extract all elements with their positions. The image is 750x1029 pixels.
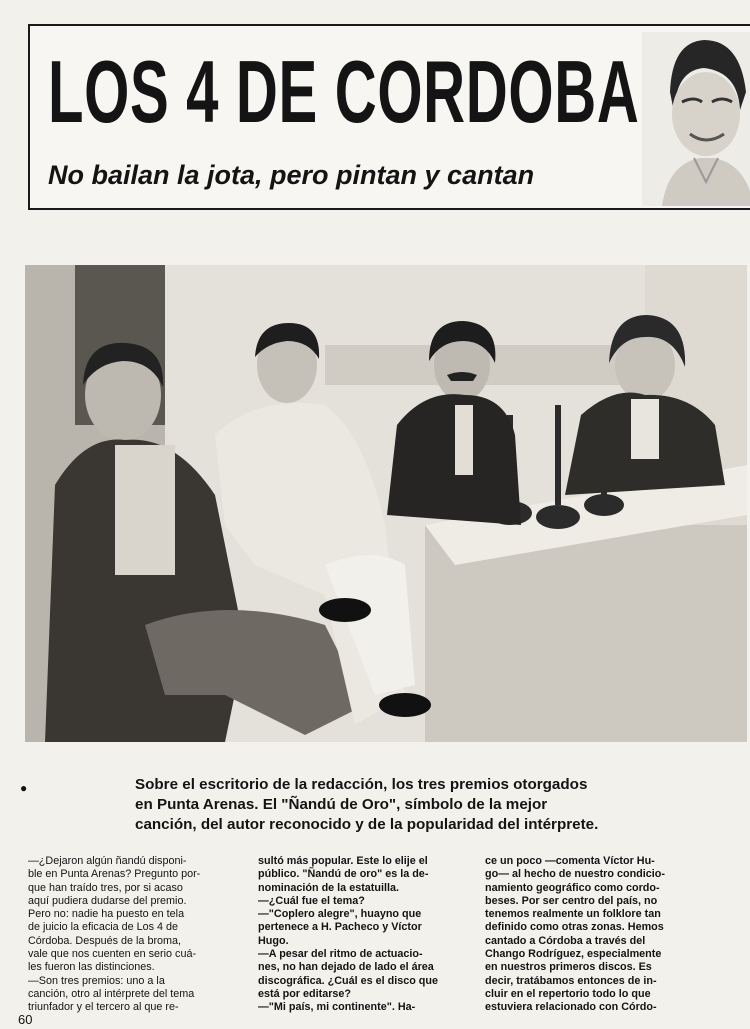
text-line: ble en Punta Arenas? Pregunto por-	[28, 868, 201, 881]
text-line: —"Mi país, mi continente". Ha-	[258, 1001, 416, 1014]
text-line: discográfica. ¿Cuál es el disco que	[258, 974, 439, 987]
text-line: cantado a Córdoba a través del	[485, 934, 646, 947]
text-line: Pero no: nadie ha puesto en tela	[28, 908, 185, 921]
text-line: estuviera relacionado con Córdo-	[485, 1001, 657, 1014]
caption-line: en Punta Arenas. El "Ñandú de Oro", símbolo de la mejor	[135, 796, 548, 813]
text-line: vale que nos cuenten en serio cuá-	[28, 948, 197, 961]
text-line: —"Coplero alegre", huayno que	[258, 908, 422, 921]
bullet-mark: ●	[20, 781, 28, 795]
text-line: triunfador y el tercero al que re-	[28, 1001, 179, 1014]
page-title: LOS 4 DE CORDOBA	[48, 42, 640, 141]
text-line: canción, otro al intérprete del tema	[28, 987, 195, 1000]
text-line: pertenece a H. Pacheco y Víctor	[258, 921, 422, 934]
text-line: público. "Ñandú de oro" es la de-	[258, 868, 429, 881]
text-line: —A pesar del ritmo de actuacio-	[258, 948, 423, 961]
text-line: nes, no han dejado de lado el área	[258, 961, 434, 974]
text-line: tenemos realmente un folklore tan	[485, 908, 661, 921]
text-line: decir, tratábamos entonces de in-	[485, 974, 657, 987]
caption-line: Sobre el escritorio de la redacción, los tres premios otorgados	[135, 776, 588, 793]
text-line: en nuestros primeros discos. Es	[485, 961, 652, 974]
text-line: definido como otras zonas. Hemos	[485, 921, 664, 934]
text-line: les fueron las distinciones.	[28, 961, 155, 974]
text-line: Córdoba. Después de la broma,	[28, 934, 182, 947]
group-photo	[25, 265, 747, 742]
text-column-1	[28, 855, 228, 1015]
text-line: beses. Por ser centro del país, no	[485, 894, 658, 907]
text-column-2	[258, 855, 458, 1015]
text-line: —Son tres premios: uno a la	[28, 974, 165, 987]
text-line: ce un poco —comenta Víctor Hu-	[485, 855, 655, 867]
photo-caption	[135, 775, 745, 835]
text-line: nominación de la estatuilla.	[258, 881, 399, 894]
text-column-3	[485, 855, 685, 1015]
text-line: de juicio la eficacia de Los 4 de	[28, 921, 179, 934]
text-line: está por editarse?	[258, 987, 352, 1000]
page-number: 60	[18, 1012, 33, 1027]
page-subtitle: No bailan la jota, pero pintan y cantan	[48, 160, 535, 190]
title-box	[28, 24, 750, 210]
text-line: go— al hecho de nuestro condicio-	[485, 868, 665, 881]
text-line: cluir en el repertorio todo lo que	[485, 987, 651, 1000]
text-line: Hugo.	[258, 934, 289, 947]
text-line: Chango Rodríguez, especialmente	[485, 948, 662, 961]
text-line: que han traído tres, por si acaso	[28, 881, 183, 894]
text-line: namiento geográfico como cordo-	[485, 881, 660, 894]
caption-line: canción, del autor reconocido y de la popularidad del intérprete.	[135, 816, 599, 833]
text-line: aquí pudiera dudarse del premio.	[28, 894, 187, 907]
text-line: sultó más popular. Este lo elije el	[258, 855, 428, 867]
text-line: —¿Dejaron algún ñandú disponi-	[28, 855, 187, 867]
portrait-photo	[642, 32, 750, 206]
text-line: —¿Cuál fue el tema?	[258, 894, 365, 907]
